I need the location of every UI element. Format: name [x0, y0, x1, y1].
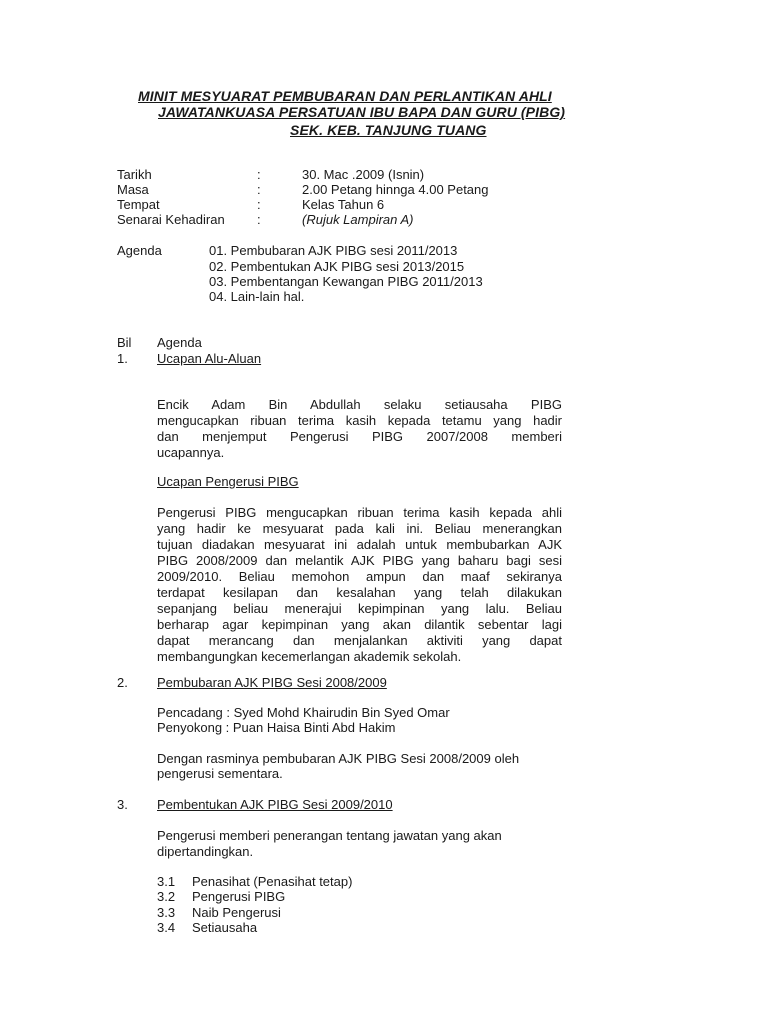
paragraph-line: tujuan diadakan mesyuarat ini adalah untuk membubarkan AJK: [157, 537, 562, 552]
paragraph-line: sepanjang beliau menerajui kepimpinan yang lalu. Beliau: [157, 601, 562, 616]
agenda-item: 03. Pembentangan Kewangan PIBG 2011/2013: [209, 274, 483, 289]
paragraph-line: membangungkan kecemerlangan akademik sekolah.: [157, 649, 462, 664]
section-1-number: 1.: [117, 351, 128, 366]
section-3-paragraph-line: dipertandingkan.: [157, 844, 254, 859]
section-1-heading: Ucapan Alu-Aluan: [157, 351, 262, 366]
position-name: Penasihat (Penasihat tetap): [192, 874, 353, 889]
meta-sep-tempat: :: [257, 197, 261, 212]
section-2-paragraph-line: pengerusi sementara.: [157, 766, 283, 781]
meta-sep-masa: :: [257, 182, 261, 197]
paragraph-line: ucapannya.: [157, 445, 225, 460]
title-line-1: MINIT MESYUARAT PEMBUBARAN DAN PERLANTIKAN AHLI: [138, 88, 552, 104]
paragraph-line: PIBG 2008/2009 dan melantik AJK PIBG yang baharu bagi sesi: [157, 553, 562, 568]
section-2-heading: Pembubaran AJK PIBG Sesi 2008/2009: [157, 675, 387, 690]
paragraph-line: Encik Adam Bin Abdullah selaku setiausaha PIBG: [157, 397, 562, 412]
meta-label-kehadiran: Senarai Kehadiran: [117, 212, 225, 227]
position-number: 3.1: [157, 874, 176, 889]
paragraph-line: dan menjemput Pengerusi PIBG 2007/2008 memberi: [157, 429, 562, 444]
section-2-paragraph-line: Dengan rasminya pembubaran AJK PIBG Sesi 2008/2009 oleh: [157, 751, 520, 766]
title-line-3: SEK. KEB. TANJUNG TUANG: [290, 122, 487, 138]
position-number: 3.3: [157, 905, 176, 920]
agenda-header: Agenda: [157, 335, 202, 350]
penyokong-line: Penyokong : Puan Haisa Binti Abd Hakim: [157, 720, 396, 735]
position-name: Naib Pengerusi: [192, 905, 281, 920]
agenda-item: 04. Lain-lain hal.: [209, 289, 305, 304]
paragraph-line: Pengerusi PIBG mengucapkan ribuan terima kasih kepada ahli: [157, 505, 562, 520]
agenda-item: 02. Pembentukan AJK PIBG sesi 2013/2015: [209, 259, 465, 274]
meta-value-tarikh: 30. Mac .2009 (Isnin): [302, 167, 425, 182]
paragraph-line: terdapat kesilapan dan kesalahan yang telah dilakukan: [157, 585, 562, 600]
pencadang-line: Pencadang : Syed Mohd Khairudin Bin Syed Omar: [157, 705, 450, 720]
meta-value-tempat: Kelas Tahun 6: [302, 197, 385, 212]
meta-label-tarikh: Tarikh: [117, 167, 152, 182]
meta-sep-tarikh: :: [257, 167, 261, 182]
position-number: 3.4: [157, 920, 176, 935]
section-3-number: 3.: [117, 797, 128, 812]
paragraph-line: berharap agar kepimpinan yang akan dilantik sebentar lagi: [157, 617, 562, 632]
paragraph-line: mengucapkan ribuan terima kasih kepada tetamu yang hadir: [157, 413, 562, 428]
meta-sep-kehadiran: :: [257, 212, 261, 227]
paragraph-line: 2009/2010. Beliau memohon ampun dan maaf sekiranya: [157, 569, 562, 584]
position-number: 3.2: [157, 889, 176, 904]
paragraph-line: dapat merancang dan menjalankan aktiviti yang dapat: [157, 633, 562, 648]
paragraph-line: yang hadir ke mesyuarat pada kali ini. Beliau menerangkan: [157, 521, 562, 536]
section-3-heading: Pembentukan AJK PIBG Sesi 2009/2010: [157, 797, 393, 812]
section-2-number: 2.: [117, 675, 128, 690]
position-name: Pengerusi PIBG: [192, 889, 286, 904]
meta-value-masa: 2.00 Petang hinnga 4.00 Petang: [302, 182, 489, 197]
section-1-paragraph-2: [157, 505, 562, 665]
meta-label-masa: Masa: [117, 182, 149, 197]
meta-value-kehadiran: (Rujuk Lampiran A): [302, 212, 414, 227]
agenda-label: Agenda: [117, 243, 162, 258]
agenda-item: 01. Pembubaran AJK PIBG sesi 2011/2013: [209, 243, 458, 258]
section-1-subheading: Ucapan Pengerusi PIBG: [157, 474, 299, 489]
bil-header: Bil: [117, 335, 132, 350]
section-1-paragraph-1: [157, 397, 562, 461]
title-line-2: JAWATANKUASA PERSATUAN IBU BAPA DAN GURU (PIBG): [158, 104, 566, 120]
section-3-paragraph-line: Pengerusi memberi penerangan tentang jawatan yang akan: [157, 828, 502, 843]
meta-label-tempat: Tempat: [117, 197, 160, 212]
position-name: Setiausaha: [192, 920, 258, 935]
